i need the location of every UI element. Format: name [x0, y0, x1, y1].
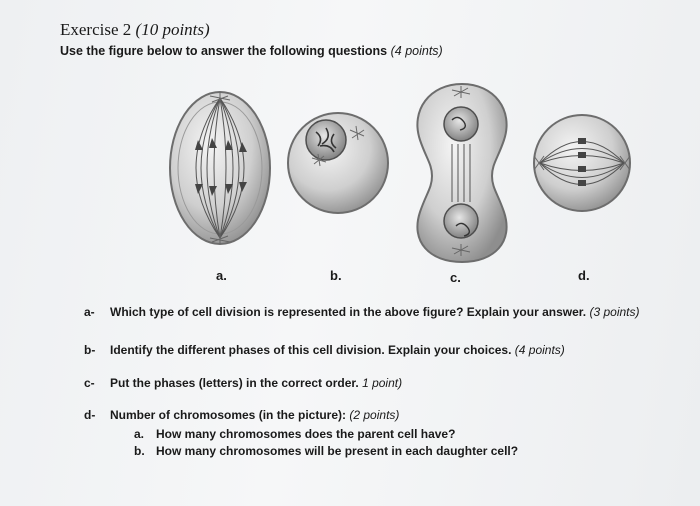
question-d-sub-a [134, 427, 455, 441]
cell-d-metaphase [534, 115, 630, 211]
question-a-points: (3 points) [589, 305, 640, 319]
exercise-title-text: Exercise 2 [60, 20, 132, 39]
question-d-letter: d- [84, 408, 96, 422]
figure-label-c: c. [450, 270, 461, 285]
question-b-text: Identify the different phases of this cell division. Explain your choices. [110, 343, 512, 357]
question-a [84, 305, 640, 319]
question-c-points: 1 point) [362, 376, 403, 390]
cell-a-anaphase [170, 92, 270, 244]
question-c-letter: c- [84, 376, 95, 390]
question-c [84, 376, 402, 390]
question-d-sub-a-text: How many chromosomes does the parent cell have? [156, 427, 456, 441]
question-b [84, 343, 565, 357]
question-d [84, 408, 399, 422]
question-d-sub-b [134, 444, 518, 458]
instruction-text: Use the figure below to answer the following questions [60, 44, 388, 58]
question-c-text: Put the phases (letters) in the correct order. [110, 376, 359, 390]
question-a-letter: a- [84, 305, 95, 319]
figure-label-a: a. [216, 268, 227, 283]
cell-c-telophase [417, 84, 506, 262]
question-b-points: (4 points) [514, 343, 565, 357]
question-d-sub-a-letter: a. [134, 427, 145, 441]
cell-b-prophase [288, 113, 388, 213]
question-d-sub-b-text: How many chromosomes will be present in each daughter cell? [156, 444, 519, 458]
question-b-letter: b- [84, 343, 96, 357]
figure-label-d: d. [578, 268, 590, 283]
question-d-sub-b-letter: b. [134, 444, 145, 458]
exercise-points: (10 points) [135, 20, 210, 39]
instruction-points: (4 points) [390, 44, 443, 58]
question-d-points: (2 points) [349, 408, 400, 422]
question-d-text: Number of chromosomes (in the picture): [110, 408, 347, 422]
question-a-text: Which type of cell division is represented in the above figure? Explain your answer. [110, 305, 587, 319]
figure-label-b: b. [330, 268, 342, 283]
